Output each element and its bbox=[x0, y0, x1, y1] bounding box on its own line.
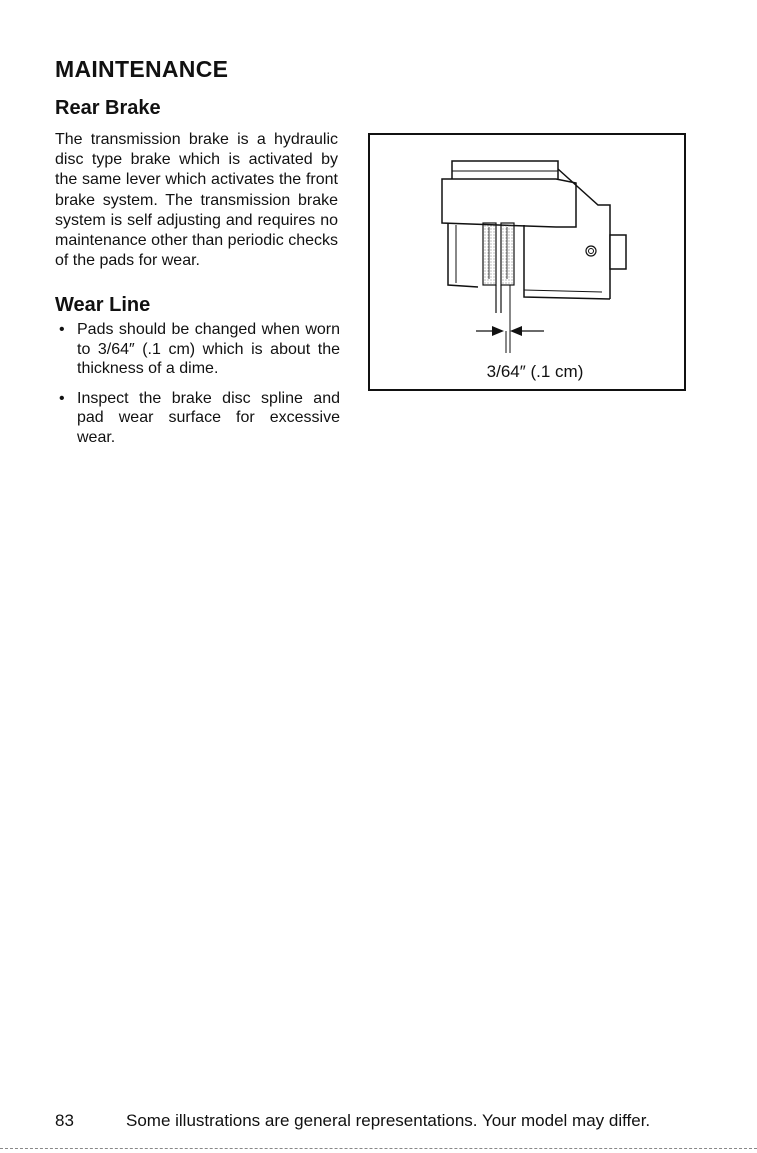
page-bottom-rule bbox=[0, 1148, 757, 1149]
caliper-body bbox=[442, 179, 576, 227]
brake-pad-right bbox=[501, 223, 514, 285]
page-footer bbox=[55, 1111, 705, 1131]
footer-disclaimer: Some illustrations are general representations. Your model may differ. bbox=[126, 1111, 651, 1130]
bolt-center bbox=[589, 249, 594, 254]
arrow-left-icon bbox=[510, 326, 522, 336]
caliper-right-housing bbox=[524, 225, 610, 299]
wear-line-list bbox=[55, 320, 340, 457]
list-item-pad-change: • Pads should be changed when worn to 3/64″ (.1 cm) which is about the thickness of a dime. bbox=[55, 320, 340, 379]
caliper-left-housing bbox=[448, 223, 478, 287]
brake-caliper-illustration bbox=[370, 135, 684, 389]
arrow-right-icon bbox=[492, 326, 504, 336]
brake-wear-figure bbox=[368, 133, 686, 391]
figure-caption: 3/64″ (.1 cm) bbox=[486, 362, 584, 381]
rear-brake-paragraph: The transmission brake is a hydraulic disc type brake which is activated by the same lever which activates the front brake system. The transmission brake system is self adjusting and requires no maintenance other than periodic checks of the pads for wear. bbox=[55, 131, 338, 270]
section-title: MAINTENANCE bbox=[55, 56, 229, 82]
bolt-icon bbox=[586, 246, 596, 256]
list-item-inspect: • Inspect the brake disc spline and pad wear surface for excessive wear. bbox=[55, 389, 340, 448]
page-number: 83 bbox=[55, 1111, 74, 1130]
heading-wear-line: Wear Line bbox=[55, 294, 151, 316]
caliper-side-block bbox=[610, 235, 626, 269]
brake-pad-left bbox=[483, 223, 496, 285]
caliper-housing-line bbox=[524, 290, 602, 292]
heading-rear-brake: Rear Brake bbox=[55, 97, 161, 119]
